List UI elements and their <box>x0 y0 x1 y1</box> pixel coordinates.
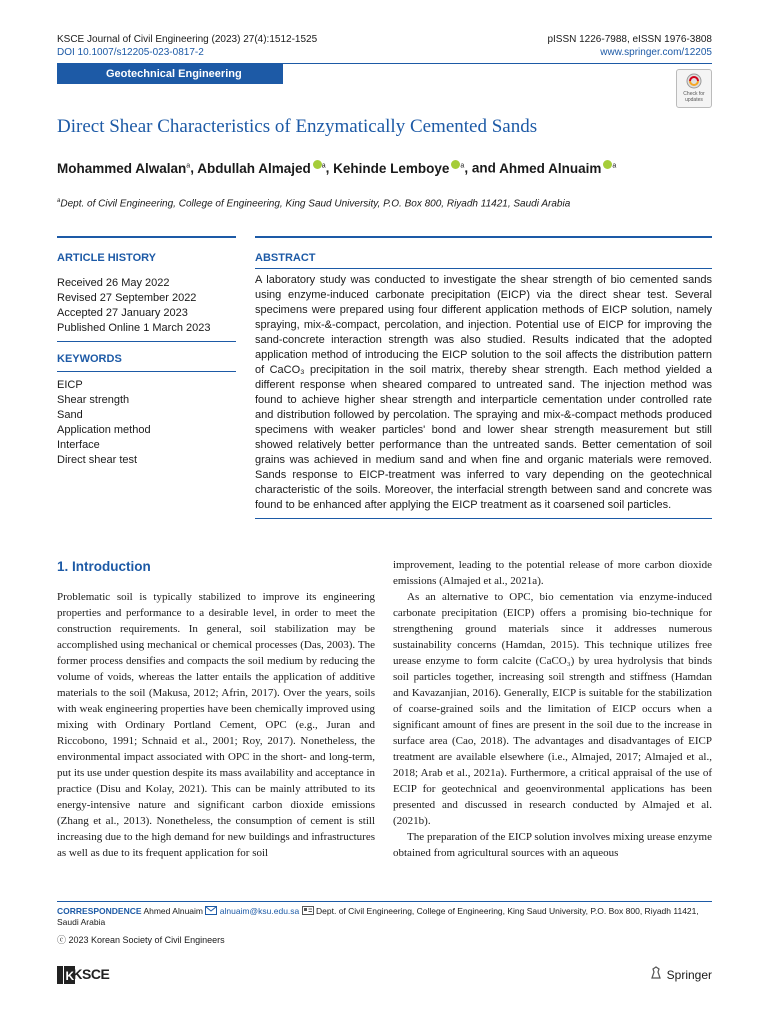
correspondence-email[interactable]: alnuaim@ksu.edu.sa <box>219 906 300 916</box>
abstract-text: A laboratory study was conducted to investigate the shear strength of bio cemented sands using enzyme-induced carbonate precipitation (EICP) via the direct shear test. Several specimens were prepared using four different application methods of EICP solution, namely spraying, mix-&-compact, percolation, and injection. Potential use of EICP for improving the sand-concrete interaction strength was also studied. Results indicated that the adopted application method of introducing the EICP solution to the soil affects the distribution pattern of CaCO₃ precipitation in the soil matrix, thereby shear strength. Each method yielded a different response when sheared compared to untreated sand. The injection method was found to achieve higher shear strength and interparticle cementation under controlled rate and distribution followed by percolation. The spraying and mix-&-compact methods produced specimens with weaker particles' bond and lower shear strength measurement but still showed relatively better performance than the untreated sands. Better cementation of soil grains was achieved in medium sand and when fine and organic materials were removed. Sands response to EICP-treatment was inferred to vary depending on the geotechnical characteristic of the soils. Moreover, the interfacial strength between sand and concrete was found to be enhanced after applying the EICP treatment as it coarsened soil particles. <box>255 274 712 511</box>
abstract-rule <box>255 236 712 238</box>
check-updates-badge[interactable] <box>676 69 712 108</box>
email-icon <box>205 906 217 915</box>
footer-rule <box>57 901 712 902</box>
badge-label: Check for updates <box>683 91 705 103</box>
keyword-item: Shear strength <box>57 394 130 406</box>
journal-citation: KSCE Journal of Civil Engineering (2023) 27(4):1512-1525 <box>57 34 318 45</box>
copyright: ⓒ 2023 Korean Society of Civil Engineers <box>57 935 225 945</box>
keyword-item: EICP <box>57 379 83 391</box>
author-3[interactable]: Kehinde Lemboye $^a$ <box>333 160 465 176</box>
history-heading: ARTICLE HISTORY <box>57 252 157 264</box>
correspondence-name: Ahmed Alnuaim <box>143 906 203 916</box>
history-revised: Revised 27 September 2022 <box>57 292 197 304</box>
history-rule <box>57 236 236 238</box>
author-4[interactable]: Ahmed Alnuaim $^a$ <box>499 160 617 176</box>
keywords-rule-bottom <box>57 371 236 372</box>
address-icon <box>302 906 314 915</box>
intro-paragraph: As an alternative to OPC, bio cementation via enzyme-induced carbonate precipitation (EICP) offers a promising bio-technique for strengthening ground materials since it addresses numerous sustainability concerns (Hamdan, 2015). This technique utilizes free urease enzyme to form calcite (CaCO₃) by urea hydrolysis that binds soil particles together, increasing soil strength and stiffness (Hamdan and Kavazanjian, 2016). Generally, EICP is suitable for the stabilization of coarse-grained soils and the limitation of EICP occurs when a significant amount of fines are present in the soil due to the increase in surface area (Cao, 2018). The advantages and disadvantages of EICP treatment are available elsewhere (i.e., Almajed, 2017; Almajed et al., 2018; Arab et al., 2021a). Furthermore, a critical appraisal of the use of ECIP for geotechnical and geoenvironmental applications has been presented and discussed in research conducted by Almajed et al. (2021b). <box>393 591 712 827</box>
correspondence-address: Dept. of Civil Engineering, College of Engineering, King Saud University, P.O. Box 800, Riyadh 11421, Saudi Arabia <box>57 906 699 927</box>
crossmark-icon <box>686 73 702 89</box>
keyword-item: Interface <box>57 439 100 451</box>
section-label: Geotechnical Engineering <box>57 64 283 84</box>
article-title: Direct Shear Characteristics of Enzymatically Cemented Sands <box>57 116 538 137</box>
intro-paragraph: The preparation of the EICP solution involves mixing urease enzyme obtained from agricultural sources with an aqueous <box>393 831 712 859</box>
history-accepted: Accepted 27 January 2023 <box>57 307 188 319</box>
history-published: Published Online 1 March 2023 <box>57 322 211 334</box>
history-list <box>57 276 237 336</box>
svg-text:K: K <box>65 969 74 984</box>
keyword-item: Sand <box>57 409 83 421</box>
issn-text: pISSN 1226-7988, eISSN 1976-3808 <box>547 34 712 45</box>
springer-horse-icon <box>649 966 663 980</box>
author-2[interactable]: Abdullah Almajed $^a$ <box>197 160 326 176</box>
doi-link[interactable]: DOI 10.1007/s12205-023-0817-2 <box>57 47 204 58</box>
keywords-rule <box>57 341 236 342</box>
issn-header <box>547 33 712 59</box>
keyword-list <box>57 378 237 468</box>
intro-left-column: Problematic soil is typically stabilized to improve its engineering properties and performance to a desirable level, in order to meet the construction requirements. In general, soil stabilization may be accomplished using mechanical or chemical processes (Das, 2003). The former process densifies and compacts the soil medium by reducing the volume of voids, whereas the latter entails the application of additive materials to the soil (Makusa, 2012; Afrin, 2017). Over the years, soils with weak engineering properties have been chemically improved using mixing with Ordinary Portland Cement, OPC (e.g., Juran and Riccobono, 1991; Schnaid et al., 2001; Roy, 2017). Nonetheless, the environmental impact associated with OPC in the short- and long-term, put its use under question despite its mass availability and acceptance in practice (Disu and Kolay, 2021). This can be mainly attributed to its energy-intensive nature and significant carbon dioxide emissions (Zhang et al., 2013). Nonetheless, the consumption of cement is still increasing due to the high demand for new buildings and infrastructures as well as due to its frequent application for soil <box>57 591 375 859</box>
author-conjunction: and <box>471 160 496 176</box>
ksce-logo: K KSCE <box>57 966 109 984</box>
orcid-icon[interactable] <box>313 160 322 169</box>
springer-logo: Springer <box>649 966 712 984</box>
author-1[interactable]: Mohammed Alwalan$^a$ <box>57 160 191 176</box>
abstract-heading: ABSTRACT <box>255 252 316 264</box>
keyword-item: Direct shear test <box>57 454 138 466</box>
abstract-rule-bottom <box>255 268 712 269</box>
keywords-heading: KEYWORDS <box>57 353 122 365</box>
keyword-item: Application method <box>57 424 151 436</box>
history-received: Received 26 May 2022 <box>57 277 170 289</box>
intro-right-column <box>393 557 712 861</box>
journal-header <box>57 33 317 59</box>
correspondence <box>57 906 712 928</box>
intro-paragraph: improvement, leading to the potential release of more carbon dioxide emissions (Almajed et al., 2021a). <box>393 559 712 587</box>
correspondence-label: CORRESPONDENCE <box>57 906 142 916</box>
section-heading-introduction: 1. Introduction <box>57 559 151 574</box>
affiliation: $^a$Dept. of Civil Engineering, College of Engineering, King Saud University, P.O. Box 800, Riyadh 11421, Saudi Arabia <box>57 198 571 210</box>
abstract-end-rule <box>255 518 712 519</box>
journal-url-link[interactable]: www.springer.com/12205 <box>600 47 712 58</box>
author-list: Mohammed Alwalan$^a$, Abdullah Almajed $^a$, Kehinde Lemboye $^a$, and Ahmed Alnuaim $^a$ <box>57 160 617 176</box>
